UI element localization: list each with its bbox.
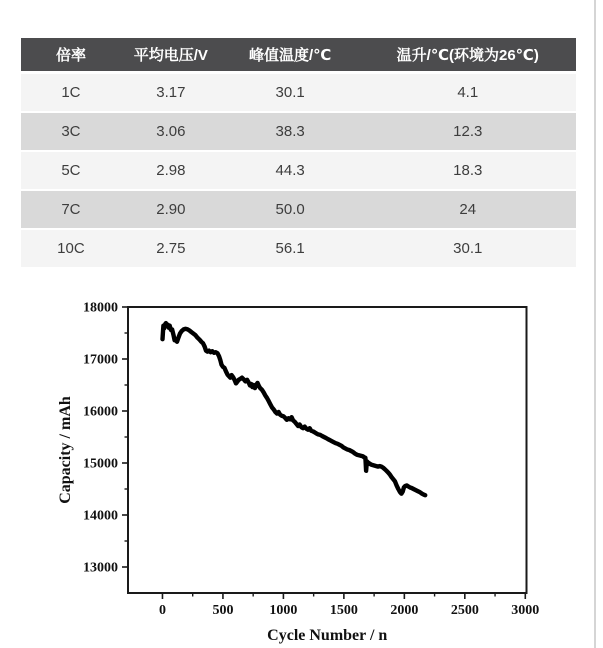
capacity-chart [0, 285, 603, 648]
plot-border [128, 307, 527, 593]
page-edge-line [594, 0, 596, 648]
y-tick-label: 16000 [83, 404, 118, 420]
x-tick-label: 1500 [329, 603, 358, 618]
table-header-row [21, 38, 576, 74]
cell-peak-temp: 30.1 [221, 74, 360, 113]
y-tick-label: 17000 [83, 352, 118, 368]
cell-peak-temp: 44.3 [221, 152, 360, 191]
cell-avg-voltage: 2.98 [121, 152, 221, 191]
cell-rate: 7C [21, 191, 121, 230]
cell-avg-voltage: 3.17 [121, 74, 221, 113]
table-row [21, 74, 576, 113]
x-tick-label: 3000 [511, 603, 540, 618]
x-tick-label: 1000 [269, 603, 298, 618]
column-header-rate: 倍率 [21, 38, 121, 74]
cell-temp-rise: 24 [360, 191, 576, 230]
x-axis-title: Cycle Number / n [267, 627, 388, 644]
cell-avg-voltage: 2.90 [121, 191, 221, 230]
cell-rate: 10C [21, 230, 121, 269]
cell-temp-rise: 30.1 [360, 230, 576, 269]
cell-peak-temp: 38.3 [221, 113, 360, 152]
y-axis-title: Capacity / mAh [57, 396, 74, 504]
y-tick-labels [83, 301, 118, 576]
cell-avg-voltage: 3.06 [121, 113, 221, 152]
cell-temp-rise: 4.1 [360, 74, 576, 113]
capacity-trace [163, 323, 426, 495]
capacity-chart-svg [0, 285, 603, 648]
cell-rate: 1C [21, 74, 121, 113]
x-tick-label: 0 [158, 603, 166, 618]
cell-temp-rise: 18.3 [360, 152, 576, 191]
column-header-peak-temp: 峰值温度/℃ [221, 38, 360, 74]
x-tick-label: 2000 [390, 603, 419, 618]
x-tick-label: 500 [212, 603, 234, 618]
table-row [21, 230, 576, 269]
y-tick-label: 13000 [83, 560, 118, 576]
y-tick-label: 18000 [83, 300, 118, 316]
cell-temp-rise: 12.3 [360, 113, 576, 152]
cell-avg-voltage: 2.75 [121, 230, 221, 269]
column-header-temp-rise: 温升/℃(环境为26℃) [360, 38, 576, 74]
table-row [21, 191, 576, 230]
rate-test-table [21, 38, 576, 269]
cell-peak-temp: 50.0 [221, 191, 360, 230]
y-tick-label: 14000 [83, 508, 118, 524]
cell-peak-temp: 56.1 [221, 230, 360, 269]
cell-rate: 3C [21, 113, 121, 152]
column-header-avg-voltage: 平均电压/V [121, 38, 221, 74]
data-series [163, 323, 426, 495]
table-row [21, 113, 576, 152]
cell-rate: 5C [21, 152, 121, 191]
plot-frame [128, 307, 527, 593]
x-tick-label: 2500 [450, 603, 479, 618]
x-tick-labels [159, 603, 539, 618]
table-row [21, 152, 576, 191]
y-tick-label: 15000 [83, 456, 118, 472]
